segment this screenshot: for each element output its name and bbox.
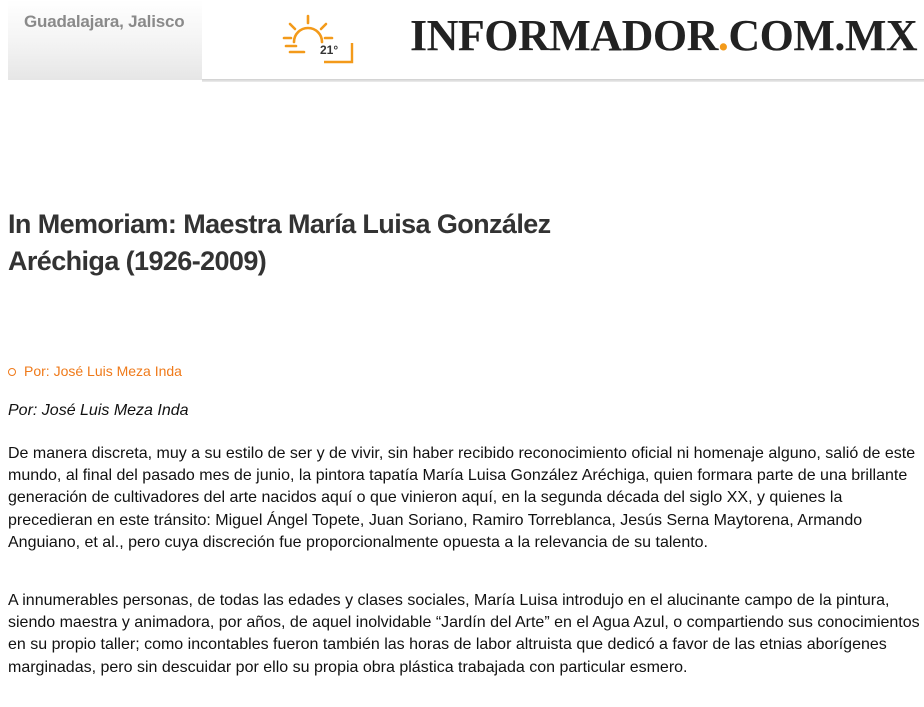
bullet-icon [8,368,16,376]
sun-icon [282,12,358,70]
weather-widget[interactable] [282,12,358,70]
temperature: 21° [320,43,339,57]
byline-link[interactable]: Por: José Luis Meza Inda [24,363,182,379]
title-line2: Aréchiga (1926-2009) [8,246,267,276]
byline-item[interactable] [8,363,182,379]
site-logo[interactable] [410,10,917,61]
logo-dot: . [717,11,729,60]
logo-part1: INFORMADOR [410,11,718,60]
city-label: Guadalajara, Jalisco [24,12,185,31]
article-title [8,206,648,280]
article-paragraph: De manera discreta, muy a su estilo de ser y de vivir, sin haber recibido reconocimiento oficial ni homenaje alguno, salió de este mundo, al final del pasado mes de junio, la pintora tapatía María Luisa González Aréchiga, quien formara parte de una brillante generación de cultivadores del arte nacidos aquí o que vinieron aquí, en la segunda década del siglo XX, y quienes la precedieran en este tránsito: Miguel Ángel Topete, Juan Soriano, Ramiro Torreblanca, Jesús Serna Maytorena, Armando Anguiano, et al., pero cuya discreción fue proporcionalmente opuesta a la relevancia de su talento. [8,445,916,551]
site-header [0,0,924,84]
title-line1: In Memoriam: Maestra María Luisa González [8,209,551,239]
city-box [8,0,202,80]
byline-list [8,363,182,379]
header-divider [202,79,924,82]
logo-part2: COM.MX [728,11,918,60]
article-paragraph: A innumerables personas, de todas las edades y clases sociales, María Luisa introdujo en el alucinante campo de la pintura, siendo maestra y animadora, por años, de aquel inolvidable “Jardín del Arte” en el Agua Azul, o compartiendo sus conocimientos en su propio taller; como incontables fueron también las horas de labor altruista que dedicó a favor de las etnias aborígenes marginadas, pero sin descuidar por ello su propia obra plástica trabajada con particular esmero. [8,592,920,676]
article-author: Por: José Luis Meza Inda [8,402,189,419]
